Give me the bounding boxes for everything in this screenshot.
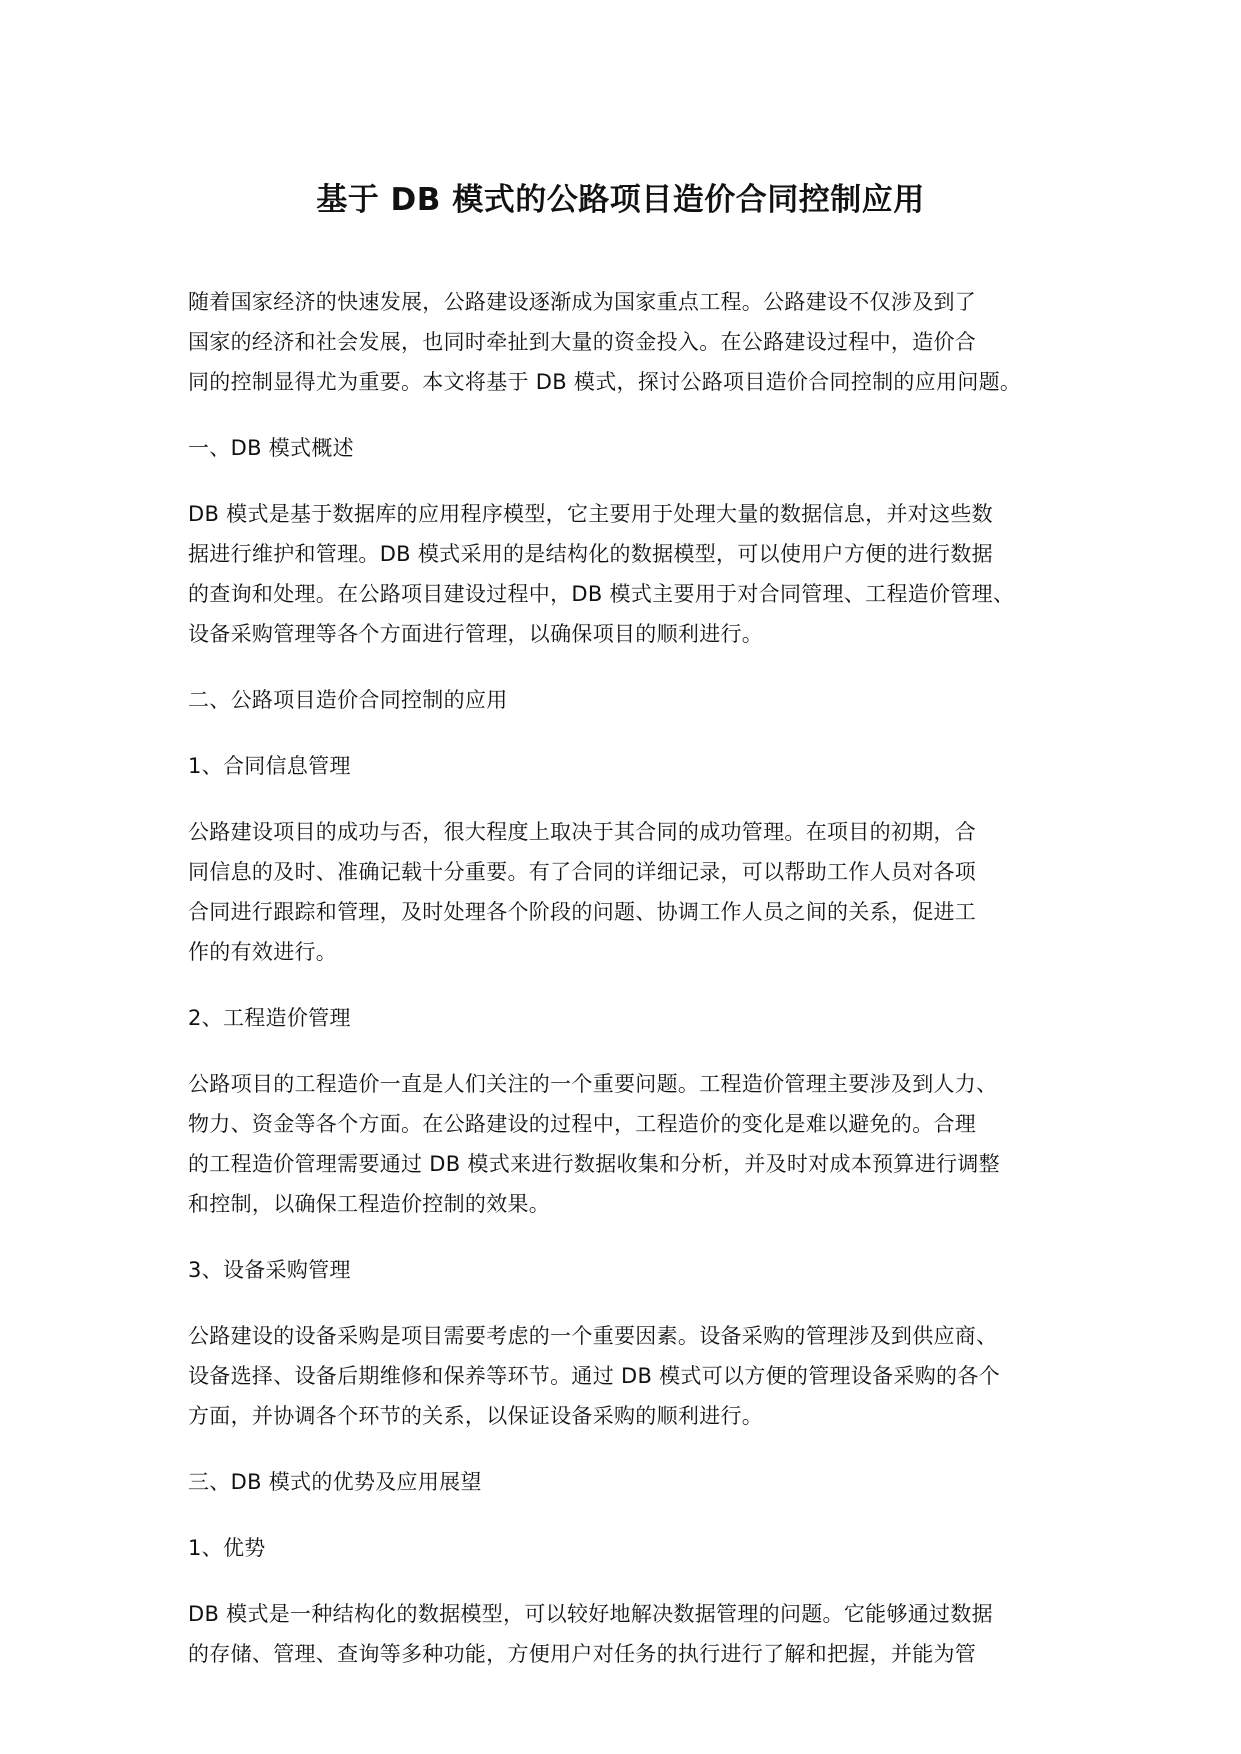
text-line: 设备选择、设备后期维修和保养等环节。通过 DB 模式可以方便的管理设备采购的各个 xyxy=(188,1364,1000,1388)
text-line: 方面，并协调各个环节的关系，以保证设备采购的顺利进行。 xyxy=(188,1404,764,1428)
text-line: 的查询和处理。在公路项目建设过程中，DB 模式主要用于对合同管理、工程造价管理、 xyxy=(188,582,1015,606)
text-line: 的存储、管理、查询等多种功能，方便用户对任务的执行进行了解和把握，并能为管 xyxy=(188,1642,977,1666)
subsection-heading: 3、设备采购管理 xyxy=(188,1258,351,1282)
text-line: 作的有效进行。 xyxy=(188,940,338,964)
intro-paragraph xyxy=(188,282,1088,402)
subsection-heading: 2、工程造价管理 xyxy=(188,1006,351,1030)
section-heading: 一、DB 模式概述 xyxy=(188,436,354,460)
section-paragraph xyxy=(188,1316,1088,1436)
text-line: 公路项目的工程造价一直是人们关注的一个重要问题。工程造价管理主要涉及到人力、 xyxy=(188,1072,998,1096)
text-line: 同信息的及时、准确记载十分重要。有了合同的详细记录，可以帮助工作人员对各项 xyxy=(188,860,977,884)
section-paragraph xyxy=(188,812,1088,972)
text-line: 同的控制显得尤为重要。本文将基于 DB 模式，探讨公路项目造价合同控制的应用问题。 xyxy=(188,370,1022,394)
section-paragraph xyxy=(188,494,1088,654)
document-title: 基于 DB 模式的公路项目造价合同控制应用 xyxy=(316,182,925,218)
section-paragraph xyxy=(188,1594,1088,1674)
text-line: 随着国家经济的快速发展，公路建设逐渐成为国家重点工程。公路建设不仅涉及到了 xyxy=(188,290,977,314)
section-paragraph xyxy=(188,1064,1088,1224)
text-line: 合同进行跟踪和管理，及时处理各个阶段的问题、协调工作人员之间的关系，促进工 xyxy=(188,900,977,924)
text-line: 公路建设的设备采购是项目需要考虑的一个重要因素。设备采购的管理涉及到供应商、 xyxy=(188,1324,998,1348)
text-line: 物力、资金等各个方面。在公路建设的过程中，工程造价的变化是难以避免的。合理 xyxy=(188,1112,977,1136)
subsection-heading: 1、优势 xyxy=(188,1536,266,1560)
text-line: 和控制，以确保工程造价控制的效果。 xyxy=(188,1192,551,1216)
text-line: DB 模式是基于数据库的应用程序模型，它主要用于处理大量的数据信息，并对这些数 xyxy=(188,502,993,526)
section-heading: 三、DB 模式的优势及应用展望 xyxy=(188,1470,482,1494)
text-line: 设备采购管理等各个方面进行管理，以确保项目的顺利进行。 xyxy=(188,622,764,646)
text-line: 公路建设项目的成功与否，很大程度上取决于其合同的成功管理。在项目的初期，合 xyxy=(188,820,977,844)
document-body xyxy=(188,282,1088,1700)
text-line: 的工程造价管理需要通过 DB 模式来进行数据收集和分析，并及时对成本预算进行调整 xyxy=(188,1152,1000,1176)
section-heading: 二、公路项目造价合同控制的应用 xyxy=(188,688,508,712)
text-line: DB 模式是一种结构化的数据模型，可以较好地解决数据管理的问题。它能够通过数据 xyxy=(188,1602,993,1626)
text-line: 据进行维护和管理。DB 模式采用的是结构化的数据模型，可以使用户方便的进行数据 xyxy=(188,542,993,566)
subsection-heading: 1、合同信息管理 xyxy=(188,754,351,778)
text-line: 国家的经济和社会发展，也同时牵扯到大量的资金投入。在公路建设过程中，造价合 xyxy=(188,330,977,354)
